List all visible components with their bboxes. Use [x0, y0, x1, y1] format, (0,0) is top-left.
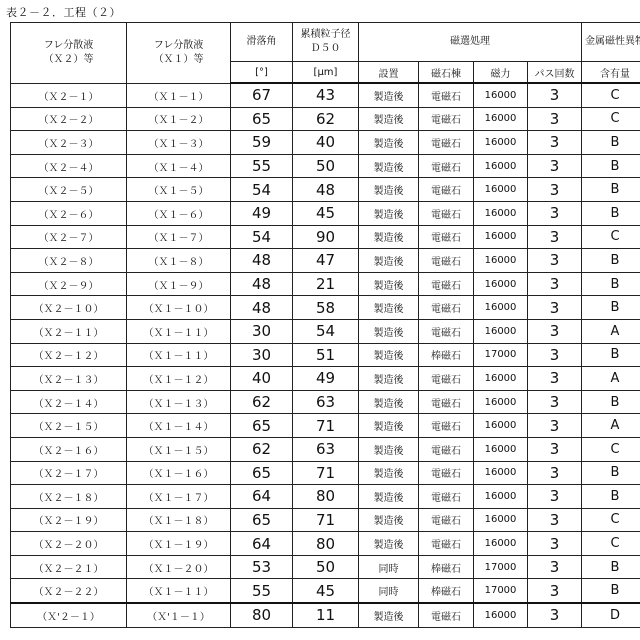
- cell-flake-x1: （Ｘ１－６）: [127, 201, 231, 225]
- cell-magnet: 電磁石: [419, 367, 474, 391]
- cell-flake-x1: （Ｘ１－１４）: [127, 414, 231, 438]
- cell-flake-x1: （Ｘ１－１）: [127, 83, 231, 107]
- cell-d50: 45: [293, 201, 359, 225]
- cell-grade: A: [582, 414, 640, 438]
- cell-flake-x2: （Ｘ２－２１）: [11, 555, 127, 579]
- cell-force: 16000: [474, 508, 528, 532]
- cell-d50: 49: [293, 367, 359, 391]
- unit-d50: [μm]: [293, 62, 359, 84]
- cell-slip-angle: 30: [231, 343, 293, 367]
- cell-passes: 3: [528, 225, 582, 249]
- header-flake-x2: フレ分散液 （Ｘ２）等: [11, 23, 127, 84]
- cell-passes: 3: [528, 154, 582, 178]
- cell-grade: A: [582, 367, 640, 391]
- cell-flake-x2: （Ｘ２－２２）: [11, 579, 127, 603]
- cell-slip-angle: 62: [231, 390, 293, 414]
- cell-d50: 63: [293, 437, 359, 461]
- cell-force: 16000: [474, 225, 528, 249]
- cell-d50: 71: [293, 414, 359, 438]
- header-slip-angle: 滑落角: [231, 23, 293, 62]
- cell-slip-angle: 55: [231, 154, 293, 178]
- cell-grade: B: [582, 249, 640, 273]
- cell-grade: B: [582, 390, 640, 414]
- cell-grade: B: [582, 485, 640, 509]
- cell-d50: 71: [293, 508, 359, 532]
- cell-magnet: 棒磁石: [419, 579, 474, 603]
- cell-d50: 50: [293, 154, 359, 178]
- cell-grade: C: [582, 437, 640, 461]
- cell-d50: 54: [293, 319, 359, 343]
- cell-force: 16000: [474, 437, 528, 461]
- cell-flake-x1: （Ｘ１－９）: [127, 272, 231, 296]
- table-row: [11, 485, 640, 509]
- table-row: [11, 414, 640, 438]
- cell-setting: 製造後: [359, 296, 419, 320]
- table-row: [11, 555, 640, 579]
- cell-flake-x2: （Ｘ２－１４）: [11, 390, 127, 414]
- table-row: [11, 319, 640, 343]
- cell-flake-x1: （Ｘ１－１５）: [127, 437, 231, 461]
- cell-grade: B: [582, 201, 640, 225]
- cell-flake-x2: （Ｘ２－１２）: [11, 343, 127, 367]
- sub-content: 含有量: [582, 62, 640, 84]
- table-row: [11, 437, 640, 461]
- cell-flake-x1: （Ｘ１－１０）: [127, 296, 231, 320]
- table-body: [11, 83, 640, 627]
- cell-slip-angle: 55: [231, 579, 293, 603]
- cell-flake-x1: （Ｘ'１－１）: [127, 603, 231, 627]
- cell-passes: 3: [528, 178, 582, 202]
- cell-d50: 48: [293, 178, 359, 202]
- cell-flake-x2: （Ｘ２－１３）: [11, 367, 127, 391]
- cell-grade: C: [582, 508, 640, 532]
- table-row: [11, 508, 640, 532]
- cell-magnet: 電磁石: [419, 131, 474, 155]
- cell-setting: 製造後: [359, 201, 419, 225]
- cell-flake-x1: （Ｘ１－１６）: [127, 461, 231, 485]
- cell-grade: B: [582, 555, 640, 579]
- cell-flake-x1: （Ｘ１－２０）: [127, 555, 231, 579]
- cell-setting: 製造後: [359, 319, 419, 343]
- cell-magnet: 棒磁石: [419, 555, 474, 579]
- cell-magnet: 電磁石: [419, 107, 474, 131]
- cell-grade: C: [582, 225, 640, 249]
- cell-flake-x2: （Ｘ２－１７）: [11, 461, 127, 485]
- cell-slip-angle: 65: [231, 414, 293, 438]
- cell-slip-angle: 48: [231, 272, 293, 296]
- cell-grade: B: [582, 178, 640, 202]
- cell-setting: 製造後: [359, 367, 419, 391]
- cell-flake-x2: （Ｘ２－９）: [11, 272, 127, 296]
- cell-passes: 3: [528, 579, 582, 603]
- cell-magnet: 電磁石: [419, 154, 474, 178]
- cell-flake-x1: （Ｘ１－１２）: [127, 367, 231, 391]
- cell-d50: 43: [293, 83, 359, 107]
- cell-slip-angle: 30: [231, 319, 293, 343]
- cell-grade: B: [582, 131, 640, 155]
- table-row: [11, 83, 640, 107]
- cell-magnet: 電磁石: [419, 249, 474, 273]
- cell-setting: 製造後: [359, 603, 419, 627]
- cell-slip-angle: 54: [231, 178, 293, 202]
- table-row: [11, 532, 640, 556]
- table-row: [11, 131, 640, 155]
- header-metal-foreign: 金属磁性異物: [582, 23, 640, 62]
- cell-d50: 21: [293, 272, 359, 296]
- cell-magnet: 棒磁石: [419, 343, 474, 367]
- cell-magnet: 電磁石: [419, 319, 474, 343]
- cell-passes: 3: [528, 414, 582, 438]
- cell-setting: 製造後: [359, 414, 419, 438]
- cell-passes: 3: [528, 390, 582, 414]
- cell-flake-x1: （Ｘ１－１７）: [127, 485, 231, 509]
- cell-force: 16000: [474, 272, 528, 296]
- cell-slip-angle: 53: [231, 555, 293, 579]
- cell-magnet: 電磁石: [419, 414, 474, 438]
- cell-grade: B: [582, 579, 640, 603]
- cell-setting: 製造後: [359, 225, 419, 249]
- cell-force: 17000: [474, 343, 528, 367]
- cell-magnet: 電磁石: [419, 296, 474, 320]
- cell-force: 16000: [474, 154, 528, 178]
- table-row: [11, 201, 640, 225]
- cell-grade: B: [582, 272, 640, 296]
- cell-grade: B: [582, 343, 640, 367]
- table-row: [11, 390, 640, 414]
- cell-flake-x1: （Ｘ１－１１）: [127, 579, 231, 603]
- cell-flake-x2: （Ｘ２－４）: [11, 154, 127, 178]
- cell-setting: 製造後: [359, 131, 419, 155]
- cell-flake-x2: （Ｘ２－１９）: [11, 508, 127, 532]
- cell-force: 16000: [474, 603, 528, 627]
- cell-setting: 製造後: [359, 178, 419, 202]
- process-table: [10, 22, 640, 628]
- sub-force: 磁力: [474, 62, 528, 84]
- cell-setting: 製造後: [359, 390, 419, 414]
- cell-d50: 40: [293, 131, 359, 155]
- cell-force: 16000: [474, 461, 528, 485]
- cell-flake-x1: （Ｘ１－１９）: [127, 532, 231, 556]
- cell-d50: 90: [293, 225, 359, 249]
- cell-slip-angle: 80: [231, 603, 293, 627]
- cell-flake-x1: （Ｘ１－７）: [127, 225, 231, 249]
- cell-force: 16000: [474, 107, 528, 131]
- cell-flake-x2: （Ｘ２－７）: [11, 225, 127, 249]
- cell-passes: 3: [528, 319, 582, 343]
- cell-flake-x2: （Ｘ２－３）: [11, 131, 127, 155]
- cell-magnet: 電磁石: [419, 461, 474, 485]
- table-row: [11, 461, 640, 485]
- cell-grade: C: [582, 107, 640, 131]
- cell-force: 16000: [474, 249, 528, 273]
- cell-passes: 3: [528, 508, 582, 532]
- table-row: [11, 367, 640, 391]
- cell-setting: 製造後: [359, 343, 419, 367]
- cell-d50: 80: [293, 485, 359, 509]
- cell-setting: 製造後: [359, 107, 419, 131]
- cell-passes: 3: [528, 437, 582, 461]
- cell-d50: 63: [293, 390, 359, 414]
- cell-passes: 3: [528, 461, 582, 485]
- cell-force: 16000: [474, 367, 528, 391]
- cell-passes: 3: [528, 83, 582, 107]
- cell-magnet: 電磁石: [419, 201, 474, 225]
- cell-flake-x1: （Ｘ１－８）: [127, 249, 231, 273]
- cell-flake-x2: （Ｘ２－５）: [11, 178, 127, 202]
- cell-flake-x1: （Ｘ１－５）: [127, 178, 231, 202]
- cell-d50: 51: [293, 343, 359, 367]
- cell-grade: B: [582, 154, 640, 178]
- cell-force: 16000: [474, 296, 528, 320]
- cell-setting: 同時: [359, 555, 419, 579]
- table-row: [11, 343, 640, 367]
- cell-passes: 3: [528, 249, 582, 273]
- cell-setting: 製造後: [359, 83, 419, 107]
- cell-slip-angle: 48: [231, 249, 293, 273]
- cell-flake-x2: （Ｘ２－６）: [11, 201, 127, 225]
- cell-magnet: 電磁石: [419, 485, 474, 509]
- cell-force: 16000: [474, 532, 528, 556]
- cell-flake-x1: （Ｘ１－２）: [127, 107, 231, 131]
- cell-flake-x2: （Ｘ２－２０）: [11, 532, 127, 556]
- cell-slip-angle: 49: [231, 201, 293, 225]
- cell-setting: 製造後: [359, 485, 419, 509]
- cell-d50: 58: [293, 296, 359, 320]
- cell-passes: 3: [528, 343, 582, 367]
- table-row: [11, 225, 640, 249]
- cell-setting: 製造後: [359, 154, 419, 178]
- cell-passes: 3: [528, 272, 582, 296]
- cell-grade: B: [582, 461, 640, 485]
- cell-force: 16000: [474, 83, 528, 107]
- cell-force: 16000: [474, 201, 528, 225]
- cell-setting: 同時: [359, 579, 419, 603]
- table-row: [11, 154, 640, 178]
- cell-flake-x1: （Ｘ１－１１）: [127, 319, 231, 343]
- cell-magnet: 電磁石: [419, 508, 474, 532]
- cell-flake-x2: （Ｘ２－８）: [11, 249, 127, 273]
- cell-force: 16000: [474, 178, 528, 202]
- cell-magnet: 電磁石: [419, 178, 474, 202]
- cell-grade: C: [582, 83, 640, 107]
- cell-d50: 45: [293, 579, 359, 603]
- cell-d50: 11: [293, 603, 359, 627]
- cell-flake-x1: （Ｘ１－１１）: [127, 343, 231, 367]
- cell-slip-angle: 62: [231, 437, 293, 461]
- cell-slip-angle: 67: [231, 83, 293, 107]
- cell-magnet: 電磁石: [419, 390, 474, 414]
- cell-d50: 47: [293, 249, 359, 273]
- cell-magnet: 電磁石: [419, 437, 474, 461]
- cell-passes: 3: [528, 603, 582, 627]
- cell-d50: 62: [293, 107, 359, 131]
- cell-passes: 3: [528, 532, 582, 556]
- table-row: [11, 272, 640, 296]
- cell-slip-angle: 64: [231, 485, 293, 509]
- cell-grade: B: [582, 296, 640, 320]
- cell-flake-x1: （Ｘ１－１８）: [127, 508, 231, 532]
- cell-passes: 3: [528, 555, 582, 579]
- table-row: [11, 249, 640, 273]
- cell-flake-x2: （Ｘ２－２）: [11, 107, 127, 131]
- cell-slip-angle: 65: [231, 508, 293, 532]
- cell-d50: 71: [293, 461, 359, 485]
- cell-setting: 製造後: [359, 249, 419, 273]
- cell-force: 16000: [474, 319, 528, 343]
- cell-passes: 3: [528, 201, 582, 225]
- cell-slip-angle: 54: [231, 225, 293, 249]
- cell-setting: 製造後: [359, 461, 419, 485]
- table-row: [11, 296, 640, 320]
- sub-magnet: 磁石棟: [419, 62, 474, 84]
- cell-setting: 製造後: [359, 437, 419, 461]
- cell-grade: D: [582, 603, 640, 627]
- cell-force: 17000: [474, 579, 528, 603]
- table-caption: 表２－２．工程（２）: [6, 4, 121, 20]
- header-flake-x1: フレ分散液 （Ｘ１）等: [127, 23, 231, 84]
- table-row: [11, 603, 640, 627]
- table-row: [11, 178, 640, 202]
- cell-d50: 50: [293, 555, 359, 579]
- cell-magnet: 電磁石: [419, 603, 474, 627]
- cell-d50: 80: [293, 532, 359, 556]
- cell-force: 16000: [474, 131, 528, 155]
- cell-flake-x2: （Ｘ２－１）: [11, 83, 127, 107]
- cell-force: 16000: [474, 390, 528, 414]
- cell-setting: 製造後: [359, 272, 419, 296]
- cell-passes: 3: [528, 367, 582, 391]
- cell-grade: C: [582, 532, 640, 556]
- cell-flake-x2: （Ｘ２－１０）: [11, 296, 127, 320]
- header-d50: 累積粒子径 Ｄ５０: [293, 23, 359, 62]
- sub-setting: 設置: [359, 62, 419, 84]
- cell-force: 16000: [474, 414, 528, 438]
- table-row: [11, 579, 640, 603]
- cell-slip-angle: 64: [231, 532, 293, 556]
- cell-force: 17000: [474, 555, 528, 579]
- cell-force: 16000: [474, 485, 528, 509]
- cell-flake-x2: （Ｘ２－１６）: [11, 437, 127, 461]
- cell-flake-x1: （Ｘ１－３）: [127, 131, 231, 155]
- cell-setting: 製造後: [359, 508, 419, 532]
- cell-grade: A: [582, 319, 640, 343]
- cell-slip-angle: 65: [231, 107, 293, 131]
- cell-magnet: 電磁石: [419, 272, 474, 296]
- cell-slip-angle: 40: [231, 367, 293, 391]
- cell-slip-angle: 65: [231, 461, 293, 485]
- cell-magnet: 電磁石: [419, 83, 474, 107]
- cell-flake-x1: （Ｘ１－４）: [127, 154, 231, 178]
- cell-passes: 3: [528, 296, 582, 320]
- cell-setting: 製造後: [359, 532, 419, 556]
- table-row: [11, 107, 640, 131]
- cell-flake-x1: （Ｘ１－１３）: [127, 390, 231, 414]
- cell-flake-x2: （Ｘ２－１１）: [11, 319, 127, 343]
- cell-magnet: 電磁石: [419, 225, 474, 249]
- cell-flake-x2: （Ｘ２－１８）: [11, 485, 127, 509]
- unit-slip-angle: [°]: [231, 62, 293, 84]
- cell-slip-angle: 59: [231, 131, 293, 155]
- cell-magnet: 電磁石: [419, 532, 474, 556]
- header-magnetic-treatment: 磁選処理: [359, 23, 582, 62]
- sub-passes: パス回数: [528, 62, 582, 84]
- cell-flake-x2: （Ｘ'２－１）: [11, 603, 127, 627]
- cell-passes: 3: [528, 131, 582, 155]
- cell-passes: 3: [528, 485, 582, 509]
- cell-slip-angle: 48: [231, 296, 293, 320]
- cell-flake-x2: （Ｘ２－１５）: [11, 414, 127, 438]
- cell-passes: 3: [528, 107, 582, 131]
